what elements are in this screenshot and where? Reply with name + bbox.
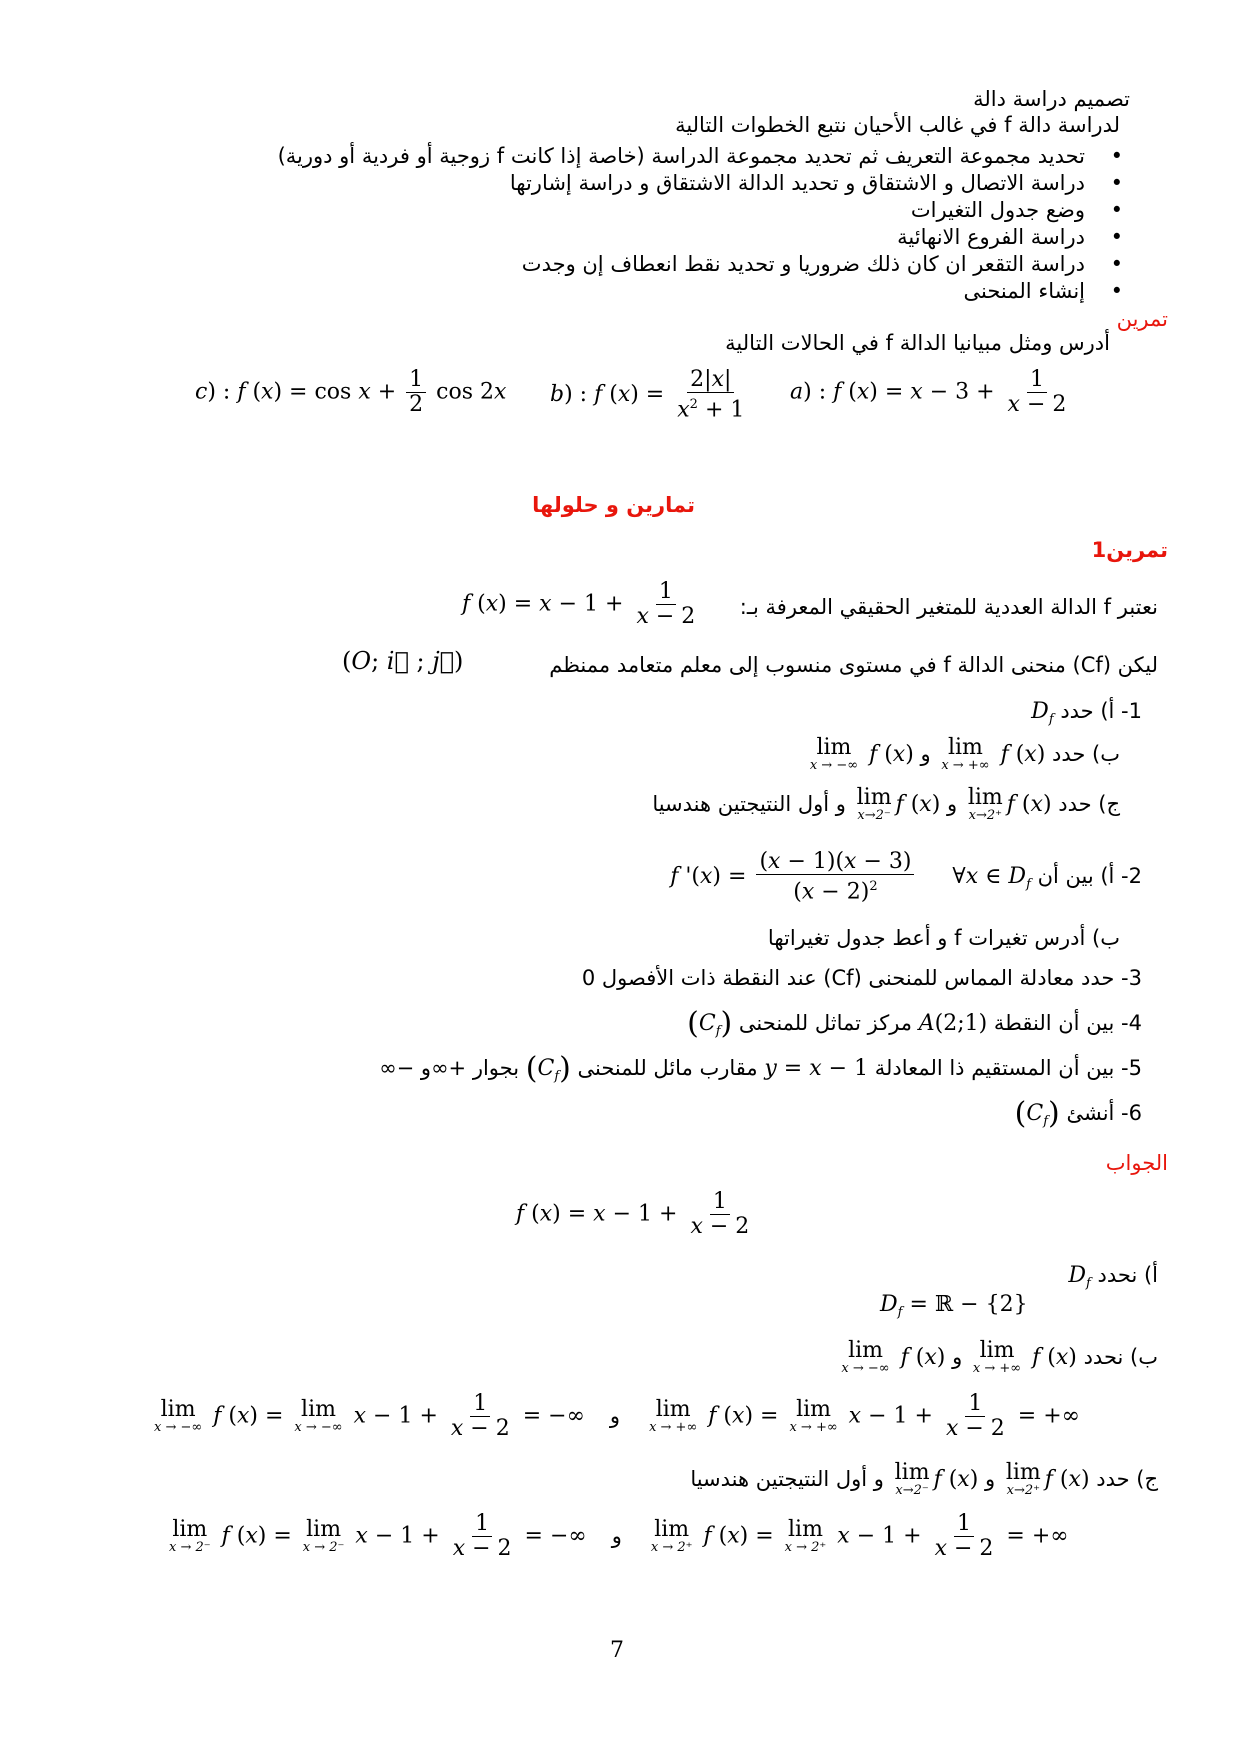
exercise-text: نعتبر f الدالة العددية للمتغير الحقيقي المعرفة بـ: (739, 595, 1158, 619)
function-a: a) : f (x) = x − 3 + $\frac{1}{x - 2}$ (790, 367, 1067, 417)
list-item: • تحديد مجموعة التعريف ثم تحديد مجموعة الدراسة (خاصة إذا كانت f زوجية أو فردية أو دورية) (277, 144, 1123, 168)
answer-b: ب) نحدد lim x → +∞ f (x) و lim x → −∞ f (x) (841, 1338, 1158, 1376)
limits-infinity-result: lim x → −∞ f (x) = lim x → −∞ x − 1 + $\frac{1}{x - 2}$ = −∞ و lim x → +∞ f (x) = lim x → +∞ x − 1 + $\frac{1}{x - 2}$ = +∞ (154, 1391, 1080, 1441)
section-title: تمارين و حلولها (532, 493, 695, 517)
answer-a: أ) نحدد $D_f$ (1068, 1263, 1158, 1291)
function-definition-line: f (x) = x − 1 + $\frac{1}{x - 2}$ (462, 579, 696, 629)
function-b: b) : f (x) = $\frac{2|x|}{x^2 + 1}$ (550, 367, 745, 423)
question-1a: 1- أ) حدد $D_f$ (1031, 699, 1142, 727)
question-2a: 2- أ) بين أن f '(x) = $\frac{(x - 1)(x - 3)}{(x - 2)^2}$ ∀x ∈ $D_f$ (670, 849, 1142, 905)
answer-label: الجواب (1105, 1151, 1168, 1175)
page-title: تصميم دراسة دالة (973, 87, 1130, 111)
question-4: 4- بين أن النقطة A(2;1) مركز تماثل للمنحنى $(C_f)$ (687, 1006, 1142, 1041)
function-c: c) : f (x) = cos x + $\frac{1}{2}$ cos 2x (195, 367, 507, 417)
limits-at-2-result: lim x → 2⁻ f (x) = lim x → 2⁻ x − 1 + $\frac{1}{x - 2}$ = −∞ و lim x → 2⁺ f (x) = lim x → 2⁺ x − 1 + $\frac{1}{x - 2}$ = +∞ (169, 1511, 1069, 1561)
list-item: • دراسة الاتصال و الاشتقاق و تحديد الدالة الاشتقاق و دراسة إشارتها (509, 171, 1123, 195)
question-1c: ج) حدد lim x→2⁺ f (x) و lim x→2⁻ f (x) و أول النتيجتين هندسيا (652, 785, 1120, 823)
question-6: 6- أنشئ $(C_f)$ (1014, 1096, 1142, 1131)
orthonormal-frame: (O; i⃗ ; j⃗) (342, 647, 464, 675)
list-item: • دراسة التقعر ان كان ذلك ضروريا و تحديد نقط انعطاف إن وجدت (521, 252, 1123, 276)
exercise-statement: أدرس ومثل مبيانيا الدالة f في الحالات التالية (725, 331, 1110, 355)
intro-text: لدراسة دالة f في غالب الأحيان نتبع الخطوات التالية (675, 113, 1120, 137)
question-2b: ب) أدرس تغيرات f و أعط جدول تغيراتها (767, 926, 1120, 950)
exercise-label: تمرين (1116, 307, 1168, 331)
page-number: 7 (610, 1638, 624, 1663)
answer-function: f (x) = x − 1 + $\frac{1}{x - 2}$ (516, 1189, 750, 1239)
list-item: • إنشاء المنحنى (963, 279, 1123, 303)
list-item: • دراسة الفروع الانهائية (897, 225, 1123, 249)
domain-result: $D_f$ = ℝ − {2} (880, 1292, 1028, 1320)
question-1b: ب) حدد lim x → +∞ f (x) و lim x → −∞ f (x) (809, 735, 1120, 773)
answer-c: ج) حدد lim x→2⁺ f (x) و lim x→2⁻ f (x) و أول النتيجتين هندسيا (690, 1460, 1158, 1498)
question-5: 5- بين أن المستقيم ذا المعادلة y = x − 1 مقارب مائل للمنحنى $(C_f)$ بجوار +∞و −∞ (379, 1051, 1142, 1086)
question-3: 3- حدد معادلة المماس للمنحنى (Cf) عند النقطة ذات الأفصول 0 (581, 966, 1142, 990)
exercise-label: تمرين1 (1091, 538, 1168, 562)
exercise-text: ليكن (Cf) منحنى الدالة f في مستوى منسوب إلى معلم متعامد ممنظم (549, 653, 1158, 677)
list-item: • وضع جدول التغيرات (910, 198, 1123, 222)
